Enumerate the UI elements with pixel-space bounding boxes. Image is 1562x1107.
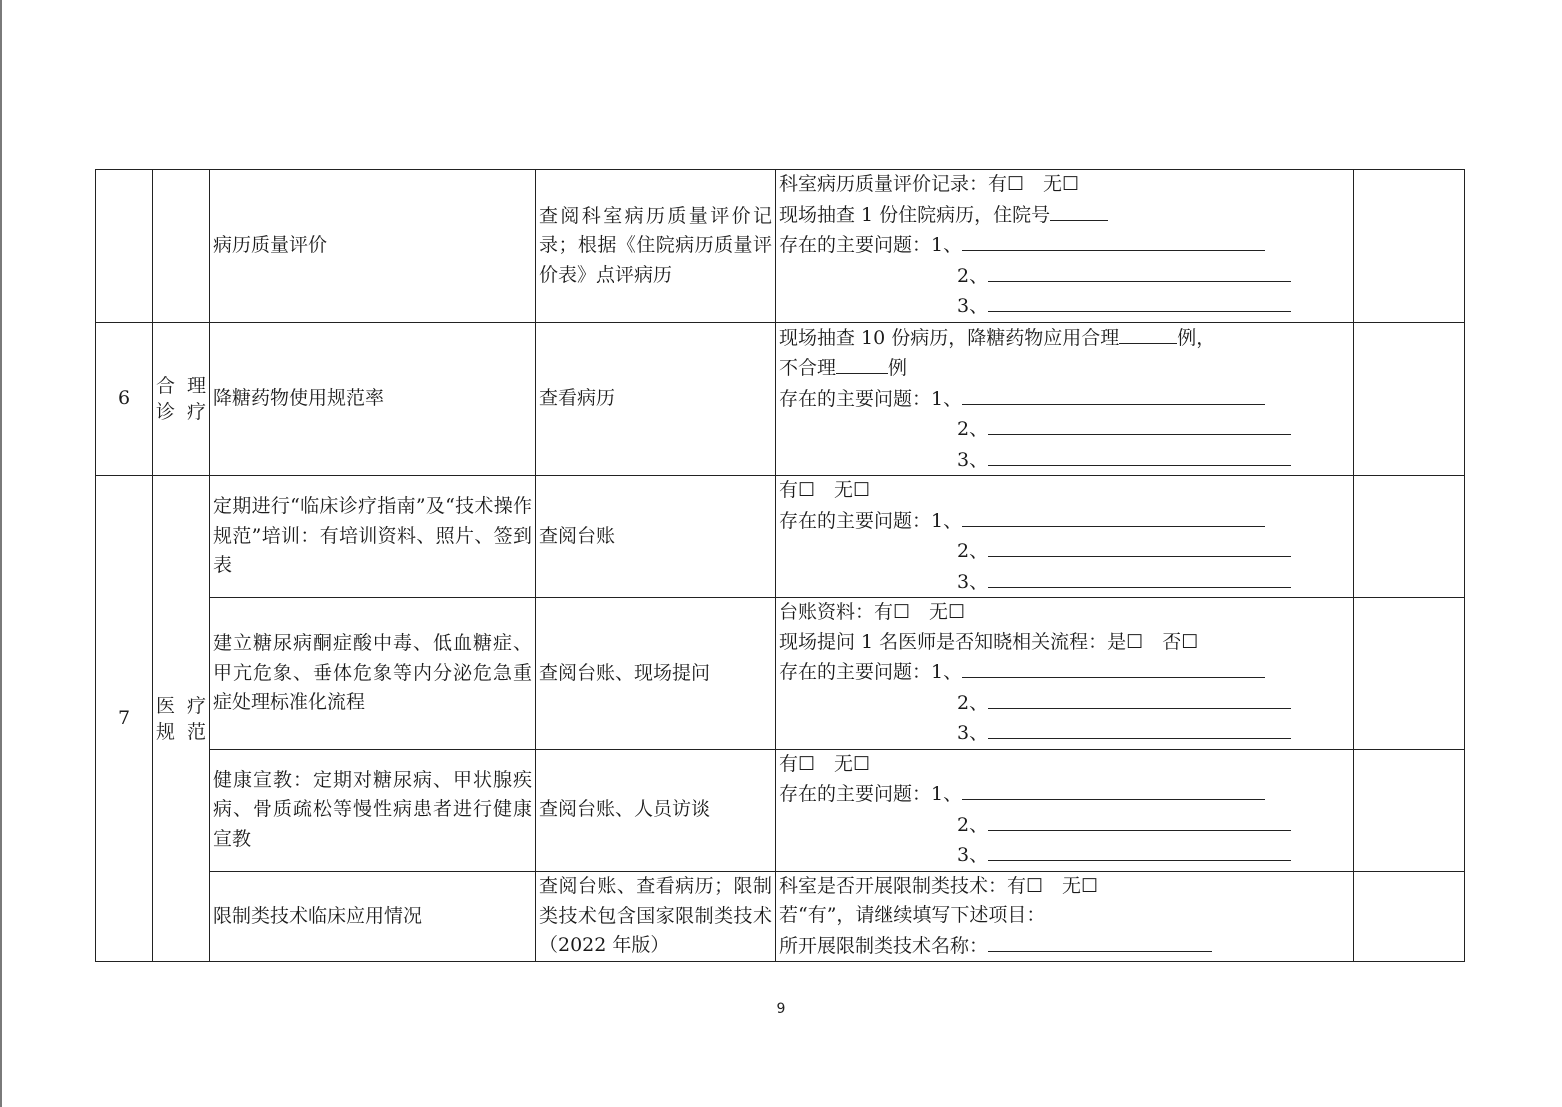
result-cell bbox=[776, 476, 1354, 598]
result-cell bbox=[776, 598, 1354, 750]
result-line: 不合理 例 bbox=[779, 353, 1350, 384]
row-category: 医 疗 规 范 bbox=[153, 476, 210, 962]
row-category bbox=[153, 170, 210, 323]
scan-left-edge bbox=[0, 0, 2, 1107]
problem-line: 存在的主要问题：1、 bbox=[779, 657, 1350, 688]
remarks-cell[interactable] bbox=[1354, 749, 1465, 871]
row-number bbox=[96, 170, 153, 323]
problem-line: 存在的主要问题：1、 bbox=[779, 384, 1350, 415]
remarks-cell[interactable] bbox=[1354, 871, 1465, 962]
problem-line: 存在的主要问题：1、 bbox=[779, 506, 1350, 537]
inspection-form-table bbox=[95, 169, 1465, 962]
problem-line: 3、 bbox=[779, 445, 1350, 476]
problem-line: 3、 bbox=[779, 291, 1350, 322]
method-cell: 查阅台账 bbox=[536, 476, 776, 598]
fill-in-blank[interactable] bbox=[1119, 323, 1177, 344]
method-cell: 查阅台账、现场提问 bbox=[536, 598, 776, 750]
table-row bbox=[96, 598, 1465, 750]
problem-line: 存在的主要问题：1、 bbox=[779, 230, 1350, 261]
remarks-cell[interactable] bbox=[1354, 476, 1465, 598]
problem-line: 2、 bbox=[779, 688, 1350, 719]
fill-in-blank[interactable] bbox=[988, 291, 1291, 312]
result-line: 台账资料：有☐ 无☐ bbox=[779, 601, 966, 623]
result-cell bbox=[776, 871, 1354, 962]
fill-in-blank[interactable] bbox=[988, 931, 1212, 952]
table-row bbox=[96, 871, 1465, 962]
row-number: 6 bbox=[96, 322, 153, 476]
fill-in-blank[interactable] bbox=[962, 384, 1265, 405]
fill-in-blank[interactable] bbox=[1050, 200, 1108, 221]
problem-line: 存在的主要问题：1、 bbox=[779, 779, 1350, 810]
result-line: 若“有”，请继续填写下述项目： bbox=[779, 904, 1046, 926]
result-line: 科室是否开展限制类技术：有☐ 无☐ bbox=[779, 874, 1099, 897]
method-cell: 查阅台账、人员访谈 bbox=[536, 749, 776, 871]
method-cell: 查阅台账、查看病历；限制类技术包含国家限制类技术（2022 年版） bbox=[536, 871, 776, 962]
table-row bbox=[96, 749, 1465, 871]
row-category: 合 理 诊 疗 bbox=[153, 322, 210, 476]
problem-line: 3、 bbox=[779, 567, 1350, 598]
method-cell: 查看病历 bbox=[536, 322, 776, 476]
table-row bbox=[96, 322, 1465, 476]
result-line: 有☐ 无☐ bbox=[779, 479, 871, 501]
remarks-cell[interactable] bbox=[1354, 322, 1465, 476]
item-cell: 降糖药物使用规范率 bbox=[210, 322, 536, 476]
problem-line: 2、 bbox=[779, 536, 1350, 567]
problem-line: 3、 bbox=[779, 840, 1350, 871]
item-cell: 病历质量评价 bbox=[210, 170, 536, 323]
fill-in-blank[interactable] bbox=[836, 353, 888, 374]
result-cell bbox=[776, 322, 1354, 476]
result-line: 所开展限制类技术名称： bbox=[779, 931, 1350, 962]
method-cell: 查阅科室病历质量评价记录；根据《住院病历质量评价表》点评病历 bbox=[536, 170, 776, 323]
fill-in-blank[interactable] bbox=[962, 657, 1265, 678]
problem-line: 2、 bbox=[779, 414, 1350, 445]
item-cell: 健康宣教：定期对糖尿病、甲状腺疾病、骨质疏松等慢性病患者进行健康宣教 bbox=[210, 749, 536, 871]
remarks-cell[interactable] bbox=[1354, 170, 1465, 323]
page-number: 9 bbox=[776, 1001, 786, 1017]
fill-in-blank[interactable] bbox=[988, 445, 1291, 466]
remarks-cell[interactable] bbox=[1354, 598, 1465, 750]
fill-in-blank[interactable] bbox=[988, 688, 1291, 709]
problem-line: 2、 bbox=[779, 261, 1350, 292]
result-line: 现场抽查 1 份住院病历，住院号 bbox=[779, 200, 1350, 231]
fill-in-blank[interactable] bbox=[988, 718, 1291, 739]
problem-line: 2、 bbox=[779, 810, 1350, 841]
fill-in-blank[interactable] bbox=[988, 567, 1291, 588]
table-row bbox=[96, 476, 1465, 598]
result-line: 现场提问 1 名医师是否知晓相关流程：是☐ 否☐ bbox=[779, 630, 1199, 653]
fill-in-blank[interactable] bbox=[988, 840, 1291, 861]
fill-in-blank[interactable] bbox=[962, 779, 1265, 800]
fill-in-blank[interactable] bbox=[962, 230, 1265, 251]
result-line: 现场抽查 10 份病历，降糖药物应用合理 例， bbox=[779, 323, 1350, 354]
item-cell: 限制类技术临床应用情况 bbox=[210, 871, 536, 962]
result-line: 有☐ 无☐ bbox=[779, 752, 871, 775]
fill-in-blank[interactable] bbox=[962, 506, 1265, 527]
result-cell bbox=[776, 170, 1354, 323]
table-row bbox=[96, 170, 1465, 323]
fill-in-blank[interactable] bbox=[988, 414, 1291, 435]
item-cell: 定期进行“临床诊疗指南”及“技术操作规范”培训：有培训资料、照片、签到表 bbox=[210, 476, 536, 598]
result-cell bbox=[776, 749, 1354, 871]
fill-in-blank[interactable] bbox=[988, 536, 1291, 557]
fill-in-blank[interactable] bbox=[988, 810, 1291, 831]
row-number: 7 bbox=[96, 476, 153, 962]
result-line: 科室病历质量评价记录：有☐ 无☐ bbox=[779, 173, 1080, 195]
problem-line: 3、 bbox=[779, 718, 1350, 749]
item-cell: 建立糖尿病酮症酸中毒、低血糖症、甲亢危象、垂体危象等内分泌危急重症处理标准化流程 bbox=[210, 598, 536, 750]
fill-in-blank[interactable] bbox=[988, 261, 1291, 282]
